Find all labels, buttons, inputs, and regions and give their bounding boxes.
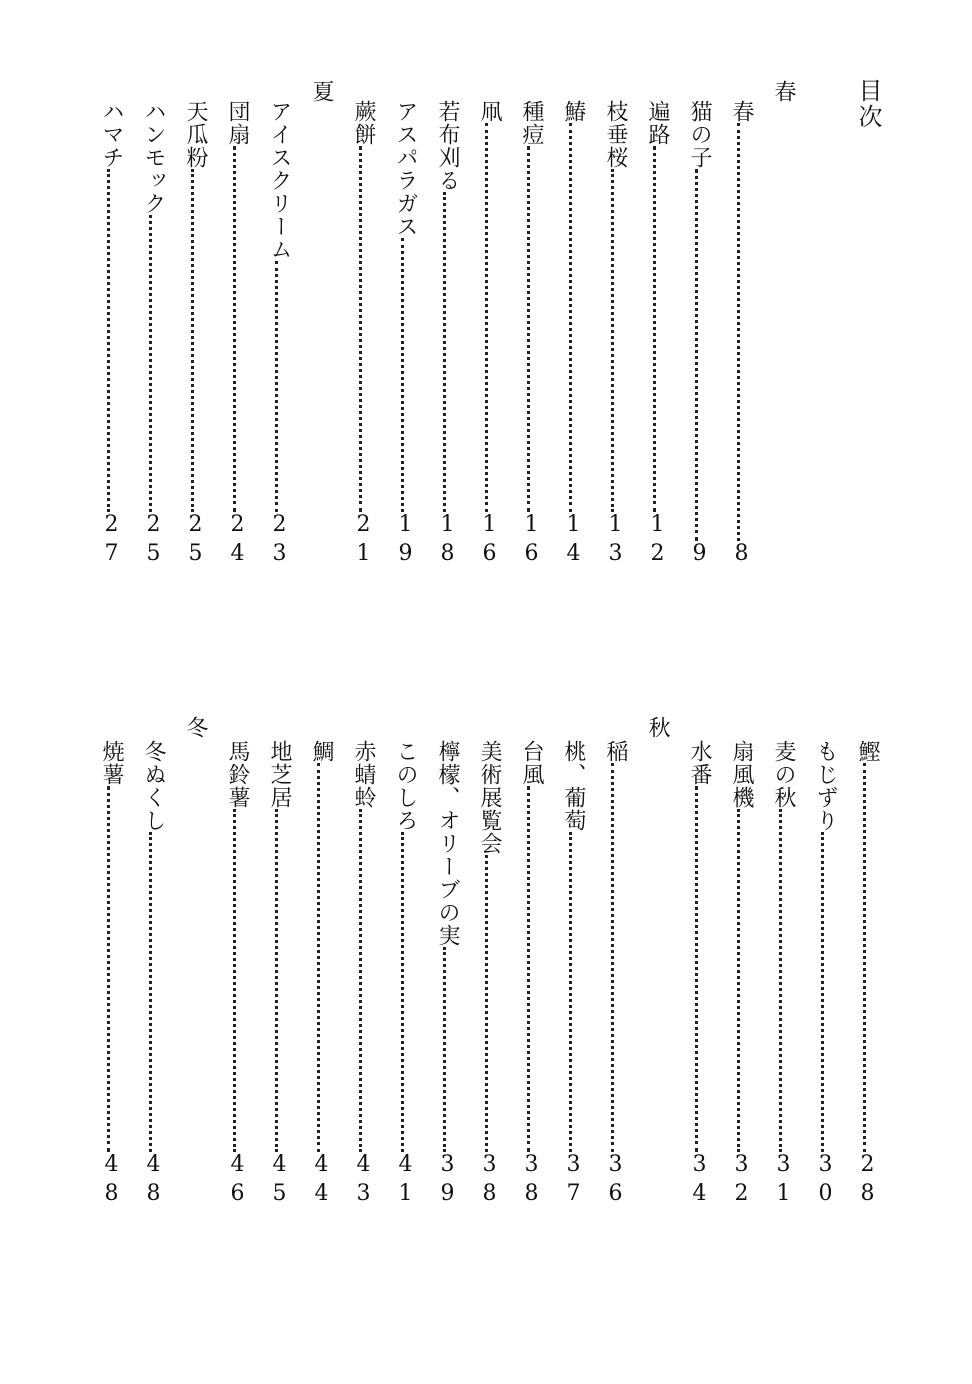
toc-entry[interactable] <box>772 740 794 1210</box>
dot-leader <box>611 169 614 512</box>
dot-leader <box>275 809 278 1152</box>
entry-title: 馬鈴薯 <box>225 740 250 809</box>
entry-page: 38 <box>519 1152 544 1210</box>
entry-title: 種痘 <box>519 100 544 146</box>
toc-entry[interactable] <box>604 740 626 1210</box>
dot-leader <box>401 238 404 512</box>
toc-entry[interactable] <box>856 740 878 1210</box>
toc-entry[interactable] <box>562 740 584 1210</box>
dot-leader <box>317 763 320 1152</box>
entry-page: 9 <box>687 541 712 570</box>
toc-entry[interactable] <box>520 100 542 570</box>
toc-entry[interactable] <box>688 100 710 570</box>
entry-page: 25 <box>183 512 208 570</box>
entry-page: 30 <box>813 1152 838 1210</box>
entry-title: 焼薯 <box>99 740 124 786</box>
dot-leader <box>233 809 236 1152</box>
entry-title: 赤蜻蛉 <box>351 740 376 809</box>
dot-leader <box>737 809 740 1152</box>
toc-entry[interactable] <box>184 100 206 570</box>
entry-page: 41 <box>393 1152 418 1210</box>
dot-leader <box>527 786 530 1152</box>
toc-entry[interactable] <box>100 100 122 570</box>
dot-leader <box>275 261 278 512</box>
toc-entry[interactable] <box>604 100 626 570</box>
toc-entry[interactable] <box>646 100 668 570</box>
dot-leader <box>569 123 572 512</box>
toc-entry[interactable] <box>562 100 584 570</box>
entry-page: 39 <box>435 1152 460 1210</box>
section-label-winter: 冬 <box>183 716 208 739</box>
entry-title: 稲 <box>603 740 628 763</box>
entry-page: 8 <box>729 541 754 570</box>
entry-page: 31 <box>771 1152 796 1210</box>
entry-title: 台風 <box>519 740 544 786</box>
dot-leader <box>149 215 152 512</box>
entry-title: 地芝居 <box>267 740 292 809</box>
entry-title: 天瓜粉 <box>183 100 208 169</box>
entry-title: アスパラガス <box>393 100 418 238</box>
entry-page: 13 <box>603 512 628 570</box>
entry-title: 扇風機 <box>729 740 754 809</box>
entry-page: 37 <box>561 1152 586 1210</box>
dot-leader <box>191 169 194 512</box>
entry-title: 檸檬、オリーブの実 <box>435 740 460 947</box>
toc-entry[interactable] <box>226 100 248 570</box>
dot-leader <box>485 855 488 1152</box>
entry-title: 凧 <box>477 100 502 123</box>
toc-entry[interactable] <box>730 100 752 570</box>
dot-leader <box>695 786 698 1152</box>
entry-title: 麦の秋 <box>771 740 796 809</box>
entry-page: 32 <box>729 1152 754 1210</box>
entry-title: もじずり <box>813 740 838 832</box>
toc-entry[interactable] <box>730 740 752 1210</box>
entry-title: 枝垂桜 <box>603 100 628 169</box>
entry-page: 38 <box>477 1152 502 1210</box>
entry-title: このしろ <box>393 740 418 832</box>
entry-page: 36 <box>603 1152 628 1210</box>
entry-title: 猫の子 <box>687 100 712 169</box>
toc-entry[interactable] <box>226 740 248 1210</box>
entry-title: 水番 <box>687 740 712 786</box>
section-label-spring: 春 <box>771 80 796 103</box>
dot-leader <box>107 169 110 512</box>
dot-leader <box>653 146 656 512</box>
entry-page: 46 <box>225 1152 250 1210</box>
entry-page: 48 <box>141 1152 166 1210</box>
dot-leader <box>695 169 698 541</box>
entry-page: 24 <box>225 512 250 570</box>
toc-entry[interactable] <box>310 740 332 1210</box>
dot-leader <box>233 146 236 512</box>
dot-leader <box>569 832 572 1152</box>
section-label-autumn: 秋 <box>645 716 670 739</box>
dot-leader <box>737 123 740 541</box>
section-label-summer: 夏 <box>309 80 334 103</box>
entry-title: 遍路 <box>645 100 670 146</box>
entry-page: 23 <box>267 512 292 570</box>
dot-leader <box>401 832 404 1152</box>
toc-entry[interactable] <box>436 100 458 570</box>
entry-page: 14 <box>561 512 586 570</box>
entry-page: 19 <box>393 512 418 570</box>
toc-entry[interactable] <box>688 740 710 1210</box>
entry-title: 冬ぬくし <box>141 740 166 832</box>
entry-page: 48 <box>99 1152 124 1210</box>
dot-leader <box>443 192 446 512</box>
dot-leader <box>149 832 152 1152</box>
toc-entry[interactable] <box>520 740 542 1210</box>
entry-page: 44 <box>309 1152 334 1210</box>
toc-entry[interactable] <box>352 100 374 570</box>
entry-page: 16 <box>477 512 502 570</box>
toc-entry[interactable] <box>436 740 458 1210</box>
entry-page: 18 <box>435 512 460 570</box>
entry-title: ハマチ <box>99 100 124 169</box>
toc-entry[interactable] <box>142 100 164 570</box>
toc-entry[interactable] <box>478 100 500 570</box>
entry-page: 28 <box>855 1152 880 1210</box>
toc-entry[interactable] <box>814 740 836 1210</box>
entry-title: 団扇 <box>225 100 250 146</box>
dot-leader <box>527 146 530 512</box>
dot-leader <box>611 763 614 1152</box>
dot-leader <box>443 947 446 1152</box>
entry-title: ハンモック <box>141 100 166 215</box>
dot-leader <box>359 809 362 1152</box>
entry-page: 45 <box>267 1152 292 1210</box>
entry-page: 25 <box>141 512 166 570</box>
toc-entry[interactable] <box>268 740 290 1210</box>
entry-page: 16 <box>519 512 544 570</box>
entry-title: アイスクリーム <box>267 100 292 261</box>
entry-title: 鯛 <box>309 740 334 763</box>
entry-page: 34 <box>687 1152 712 1210</box>
entry-title: 鰆 <box>561 100 586 123</box>
entry-page: 12 <box>645 512 670 570</box>
toc-entry[interactable] <box>268 100 290 570</box>
dot-leader <box>359 146 362 512</box>
entry-title: 若布刈る <box>435 100 460 192</box>
entry-page: 43 <box>351 1152 376 1210</box>
entry-title: 春 <box>729 100 754 123</box>
dot-leader <box>485 123 488 512</box>
toc-entry[interactable] <box>100 740 122 1210</box>
entry-title: 桃、葡萄 <box>561 740 586 832</box>
entry-title: 蕨餅 <box>351 100 376 146</box>
entry-title: 鰹 <box>855 740 880 763</box>
dot-leader <box>107 786 110 1152</box>
toc-entry[interactable] <box>394 740 416 1210</box>
toc-entry[interactable] <box>352 740 374 1210</box>
entry-title: 美術展覧会 <box>477 740 502 855</box>
toc-entry[interactable] <box>478 740 500 1210</box>
dot-leader <box>779 809 782 1152</box>
toc-entry[interactable] <box>394 100 416 570</box>
dot-leader <box>863 763 866 1152</box>
toc-title: 目次 <box>854 78 882 130</box>
dot-leader <box>821 832 824 1152</box>
entry-page: 21 <box>351 512 376 570</box>
entry-page: 27 <box>99 512 124 570</box>
toc-entry[interactable] <box>142 740 164 1210</box>
